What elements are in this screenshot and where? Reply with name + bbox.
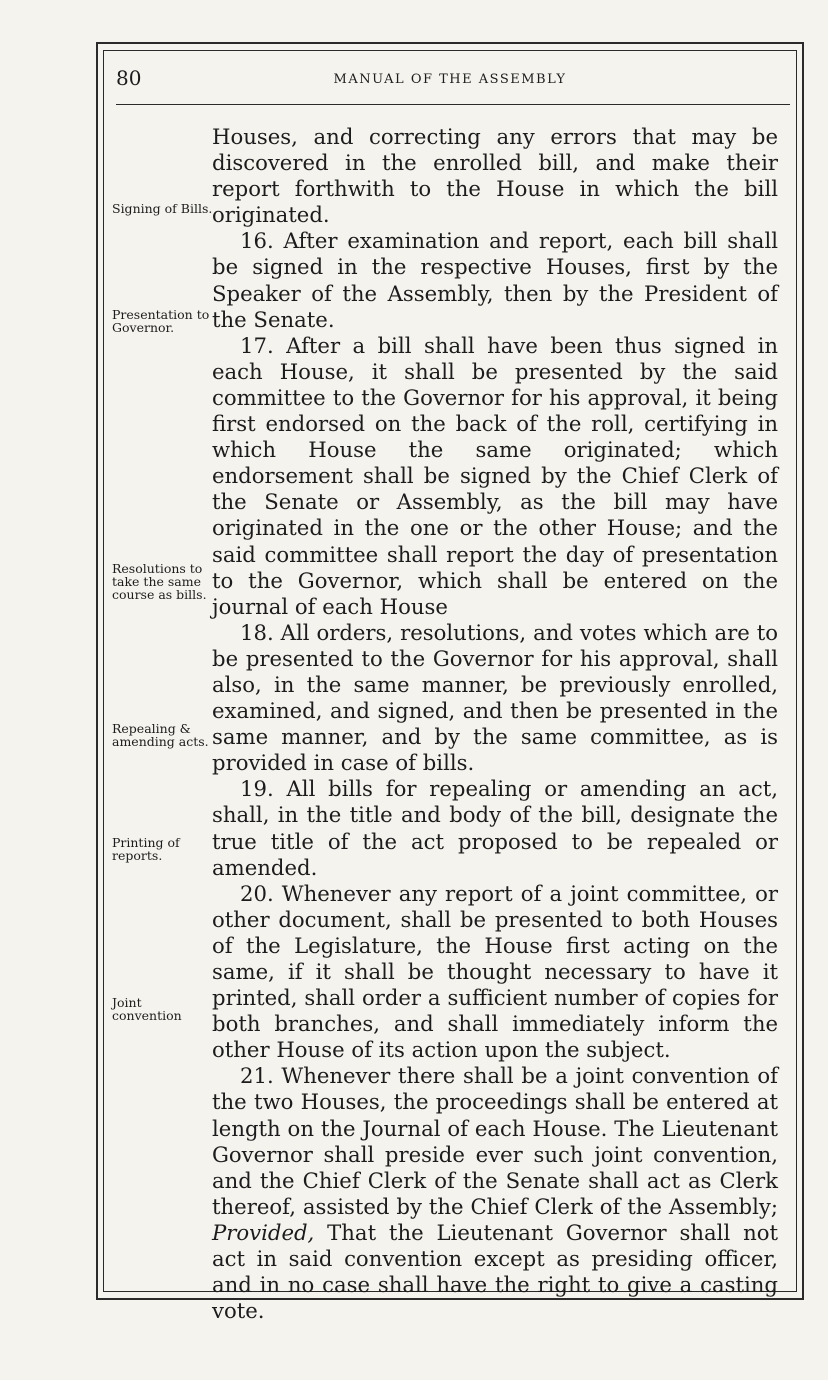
margin-note-repealing: Repealing & amending acts. [112,721,209,749]
body-text [212,124,778,1324]
section-21 [212,1063,778,1324]
margin-note-signing: Signing of Bills. [112,201,213,216]
running-head: MANUAL OF THE ASSEMBLY [333,72,567,87]
page-number: 80 [116,66,142,90]
margin-note-resolutions: Resolutions to take the same course as bills. [112,561,207,602]
section-18: 18. All orders, resolutions, and votes which are to be presented to the Governor for his approval, shall also, in the same manner, be previously enrolled, examined, and signed, and then be presented in the same manner, and by the same committee, as is provided in case of bills. [212,619,778,776]
margin-note-joint: Joint convention [112,995,182,1023]
section-17: 17. After a bill shall have been thus signed in each House, it shall be presented by the said committee to the Governor for his approval, it being first endorsed on the back of the roll, certifying in which House the same originated; which endorsement shall be signed by the Chief Clerk of the Senate or Assembly, as the bill may have originated in the one or the other House; and the said committee shall report the day of presentation to the Governor, which shall be entered on the journal of each House [212,332,778,619]
section-21-text-b: That the Lieutenant Governor shall not act in said convention except as presiding officer, and in no case shall have the right to give a casting vote. [212,1219,778,1324]
section-20: 20. Whenever any report of a joint committee, or other document, shall be presented to both Houses of the Legislature, the House first acting on the same, if it shall be thought necessary to have it printed, shall order a sufficient number of copies for both branches, and shall immediately inform the other House of its action upon the subject. [212,880,778,1063]
section-21-text-a: 21. Whenever there shall be a joint convention of the two Houses, the proceedings shall be entered at length on the Journal of each House. The Lieutenant Governor shall preside ever such joint convention, and the Chief Clerk of the Senate shall act as Clerk thereof, assisted by the Chief Clerk of the Assembly; [212,1063,778,1219]
margin-note-printing: Printing of reports. [112,835,180,863]
paragraph-continued: Houses, and correcting any errors that may be discovered in the enrolled bill, and make their report forthwith to the House in which the bill originated. [212,124,778,228]
section-16: 16. After examination and report, each bill shall be signed in the respective Houses, first by the Speaker of the Assembly, then by the President of the Senate. [212,228,778,332]
section-19: 19. All bills for repealing or amending an act, shall, in the title and body of the bill, designate the true title of the act proposed to be repealed or amended. [212,776,778,880]
section-21-provided: Provided, [212,1219,315,1245]
header-rule [116,104,790,105]
margin-note-presentation: Presentation to Governor. [112,307,210,335]
